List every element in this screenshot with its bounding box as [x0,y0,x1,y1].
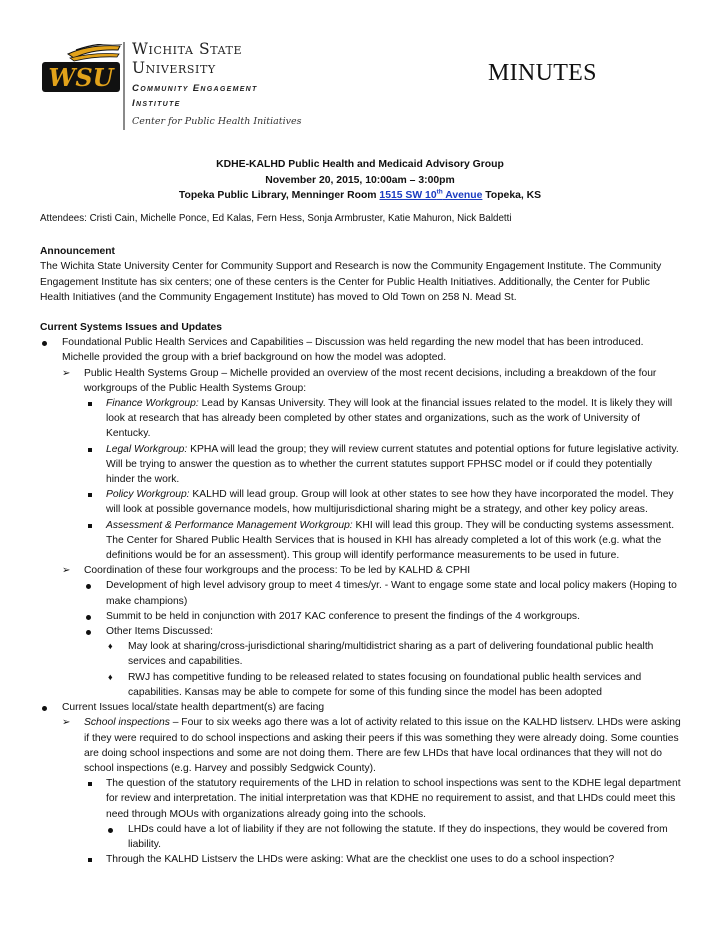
location-suffix: Topeka, KS [482,190,542,201]
issues-sublist [62,715,682,867]
phs-group-text: Public Health Systems Group – Michelle provided an overview of the most recent decisions, including a breakdown of the four workgroups of the Public Health Systems Group: [84,367,657,394]
list-item [62,563,682,700]
workgroup-name: Legal Workgroup: [106,443,188,455]
list-item [62,715,682,867]
workgroup-text: KHI will lead this group. They will be conducting systems assessment. The Center for Shared Public Health Services that is housed in KHI has already completed a lot of this work (e.g. what the definitions would be for an assessment). This group will identify performance measurements to be used in future. [106,519,675,562]
meeting-title-block [0,157,720,204]
workgroup-item [84,518,682,564]
center-name: Center for Public Health Initiatives [132,116,302,127]
list-item: Development of high level advisory group to meet 4 times/yr. - Want to engage some state and local policy makers (Hoping to make champions) [106,580,677,607]
institute-line-1: Community Engagement [132,83,258,94]
workgroup-text: KPHA will lead the group; they will review current statutes and potential options for future legislative activity. Will be trying to answer the question as to whether the current statutes support FPHSC model or if could they potentially hinder the work. [106,443,679,486]
list-item: ♦ RWJ has competitive funding to be released related to states focusing on foundational public health services and capabilities. Kansas may be able to compete for some of this funding since the model has been adopted [108,671,642,698]
current-issues-heading: Current Issues local/state health department(s) are facing [62,702,325,714]
workgroup-name: Policy Workgroup: [106,489,190,501]
diamond-bullet-icon: ♦ [108,641,113,652]
list-item: LHDs could have a lot of liability if they are not following the statute. If they do inspections, they would be covered from liability. [128,823,668,850]
fphsc-text: Foundational Public Health Services and Capabilities – Discussion was held regarding the new model that has been introduced. Michelle provided the group with a brief background on how the model was adopted. [62,337,644,364]
other-items-list [106,639,682,700]
workgroup-name: Assessment & Performance Management Workgroup: [106,519,353,531]
list-item: ♦ May look at sharing/cross-jurisdictional sharing/multidistrict sharing as a part of delivering foundational public health services and capabilities. [108,641,654,668]
meeting-date-time: November 20, 2015, 10:00am – 3:00pm [265,174,455,186]
current-systems-heading: Current Systems Issues and Updates [40,322,222,334]
school-inspections-text: – Four to six weeks ago there was a lot of activity related to this issue on the KALHD listserv. LHDs were asking if they were required to do school inspections and asking their peers if this was something they were already doing. Some counties are doing school inspections and some are not doing them. There are few LHDs that have local ordinances that they will not do school inspections (e.g. Harvey and possibly Sedgwick County). [84,717,681,774]
list-item [40,335,682,700]
coordination-list [84,578,682,700]
list-item [62,366,682,564]
document-type-heading: MINUTES [488,60,597,86]
list-item: Summit to be held in conjunction with 2017 KAC conference to present the findings of the 4 workgroups. [106,610,580,622]
institution-line-2: University [132,59,216,77]
logo-text: WSU [48,63,114,92]
meeting-title: KDHE-KALHD Public Health and Medicaid Advisory Group [216,159,504,170]
coordination-text: Coordination of these four workgroups and the process: To be led by KALHD & CPHI [84,565,471,577]
workgroup-item [84,396,682,442]
diamond-bullet-icon: ♦ [108,671,113,682]
wheat-shock-icon [68,44,122,61]
workgroup-name: Finance Workgroup: [106,398,199,410]
wsu-logo [40,44,122,94]
workgroup-item [84,442,682,488]
location-prefix: Topeka Public Library, Menninger Room [178,190,380,201]
workgroups-list [84,396,682,563]
arrow-bullet-icon: ➢ [62,565,71,577]
institution-line-1: Wichita State [132,40,243,58]
list-item: Through the KALHD Listserv the LHDs were asking: What are the checklist one uses to do a school inspection? [106,854,615,866]
meeting-location [0,188,720,204]
list-item [40,700,682,867]
list-item: The question of the statutory requirements of the LHD in relation to school inspections was sent to the KDHE legal department for review and interpretation. The initial interpretation was that KDHE no requirement to assist, and that LHDs could meet this need through MOUs with organizations already going into the schools. LHDs could have a lot of liability if they are not following the statute. If they do inspections, they would be covered from liability. [84,776,682,852]
address-link[interactable]: 1515 SW 10th Avenue [379,188,483,201]
list-item: Other Items Discussed: ♦ May look at sharing/cross-jurisdictional sharing/multidistrict sharing as a part of delivering foundational public health services and capabilities. ♦ RWJ has competitive funding to be released related to states focusing on foundational public health services and capabilities. Kansas may be able to compete for some of this funding since the model has been adopted [84,624,682,700]
institute-line-2: Institute [132,98,181,109]
workgroup-item [84,487,682,517]
fphsc-sublist [62,366,682,700]
logo-divider [123,42,125,130]
liability-list [106,822,682,852]
arrow-bullet-icon: ➢ [62,717,71,729]
systems-list [40,335,682,867]
announcement-text: The Wichita State University Center for Community Support and Research is now the Community Engagement Institute. The Community Engagement Institute has six centers; one of these centers is the Center for Public Health Initiatives. Additionally, the Center for Public Health Initiatives (and the Community Engagement Institute) has moved to Old Town on 258 N. Mead St. [40,261,662,303]
announcement-heading: Announcement [40,246,115,258]
workgroup-text: Lead by Kansas University. They will look at the financial issues related to the model. It is likely they will look at research that has already been completed by other states and organizations, such as the work of University of Kentucky. [106,398,673,440]
school-inspections-label: School inspections [84,717,170,729]
attendees-list: Attendees: Cristi Cain, Michelle Ponce, Ed Kalas, Fern Hess, Sonja Armbruster, Katie Mahuron, Nick Baldetti [40,213,512,224]
school-sublist [84,776,682,867]
workgroup-text: KALHD will lead group. Group will look at other states to see how they have incorporated the model. They will look at possible governance models, how multijurisdictional sharing might be a strategy, and other key policy areas. [106,489,674,516]
minutes-body [40,211,682,867]
arrow-bullet-icon: ➢ [62,367,71,379]
